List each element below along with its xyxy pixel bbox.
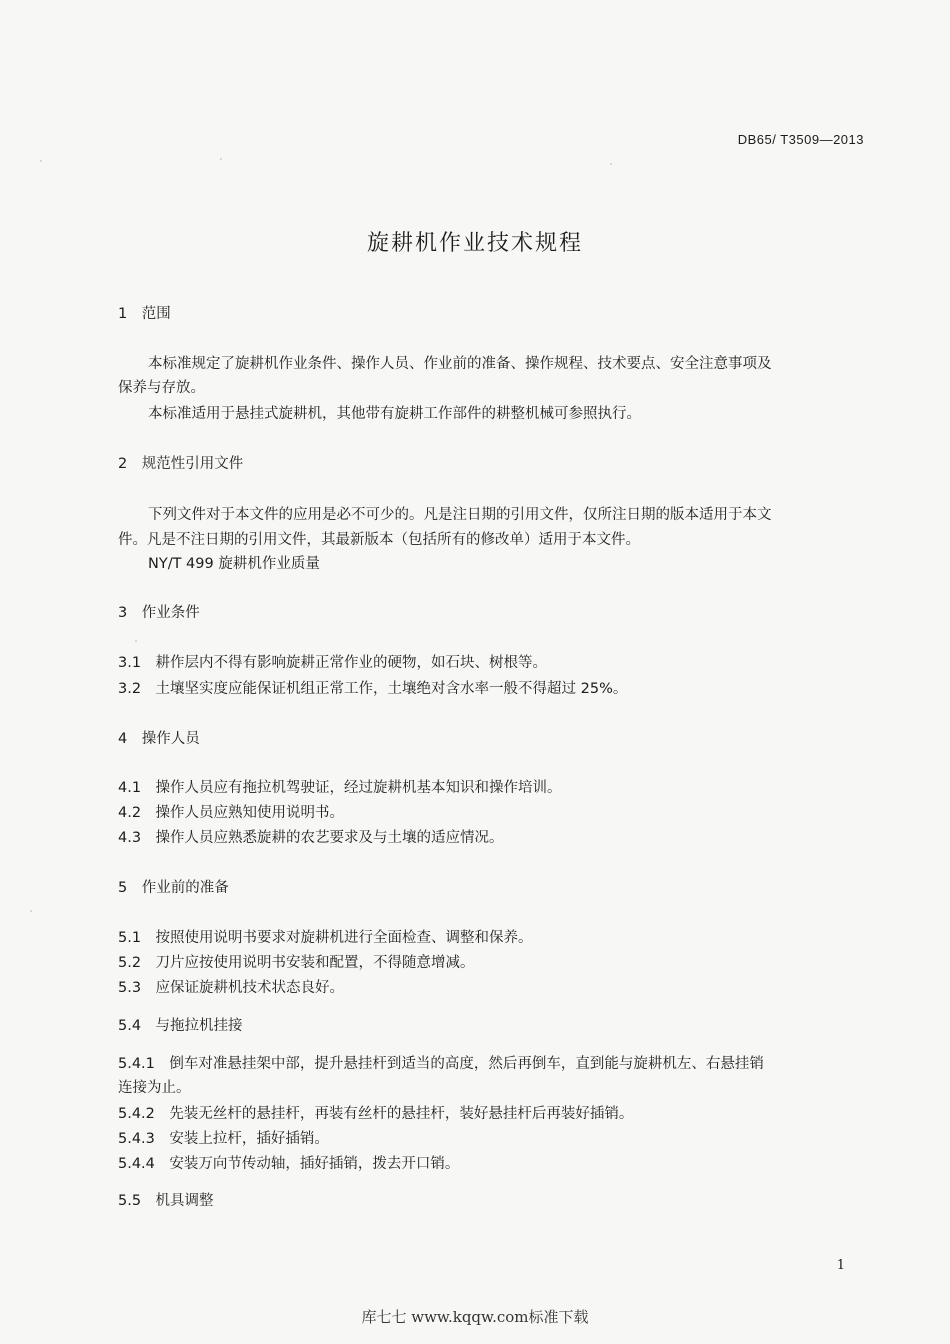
footer-watermark: 库七七 www.kqqw.com标准下载: [361, 1308, 589, 1326]
clause-line: 5.4.3 安装上拉杆，插好插销。: [118, 1131, 329, 1147]
scan-speck: [30, 910, 32, 912]
clause-line: 5.3 应保证旋耕机技术状态良好。: [118, 980, 345, 996]
clause-line: 4.3 操作人员应熟悉旋耕的农艺要求及与土壤的适应情况。: [118, 830, 504, 846]
section-5-heading: 5 作业前的准备: [118, 880, 229, 896]
clause-line: 5.4.4 安装万向节传动轴，插好插销，拨去开口销。: [118, 1156, 460, 1172]
paragraph-line: 下列文件对于本文件的应用是必不可少的。凡是注日期的引用文件，仅所注日期的版本适用于本文: [148, 507, 772, 523]
section-1-heading: 1 范围: [118, 306, 171, 322]
page-number: 1: [836, 1258, 845, 1273]
scan-speck: [220, 158, 222, 160]
subsection-5-4-heading: 5.4 与拖拉机挂接: [118, 1018, 243, 1034]
document-title: 旋耕机作业技术规程: [366, 231, 583, 256]
clause-line: 3.1 耕作层内不得有影响旋耕正常作业的硬物，如石块、树根等。: [118, 655, 548, 671]
scan-speck: [135, 640, 137, 642]
reference-line: NY/T 499 旋耕机作业质量: [148, 556, 320, 572]
paragraph-line: 件。凡是不注日期的引用文件，其最新版本（包括所有的修改单）适用于本文件。: [118, 532, 640, 548]
clause-line: 4.1 操作人员应有拖拉机驾驶证，经过旋耕机基本知识和操作培训。: [118, 780, 562, 796]
section-4-heading: 4 操作人员: [118, 731, 200, 747]
paragraph-line: 本标准适用于悬挂式旋耕机，其他带有旋耕工作部件的耕整机械可参照执行。: [148, 406, 641, 422]
clause-line: 连接为止。: [118, 1080, 191, 1096]
section-3-heading: 3 作业条件: [118, 605, 200, 621]
subsection-5-5-heading: 5.5 机具调整: [118, 1193, 214, 1209]
paragraph-line: 本标准规定了旋耕机作业条件、操作人员、作业前的准备、操作规程、技术要点、安全注意事项及: [148, 356, 772, 372]
section-2-heading: 2 规范性引用文件: [118, 456, 244, 472]
clause-line: 5.4.1 倒车对准悬挂架中部，提升悬挂杆到适当的高度，然后再倒车，直到能与旋耕机左、右悬挂销: [118, 1056, 764, 1072]
standard-code: DB65/ T3509—2013: [737, 132, 864, 147]
clause-line: 5.4.2 先装无丝杆的悬挂杆，再装有丝杆的悬挂杆，装好悬挂杆后再装好插销。: [118, 1106, 634, 1122]
scan-speck: [610, 163, 612, 165]
paragraph-line: 保养与存放。: [118, 380, 205, 396]
scan-speck: [40, 160, 42, 162]
clause-line: 5.2 刀片应按使用说明书安装和配置，不得随意增减。: [118, 955, 475, 971]
clause-line: 5.1 按照使用说明书要求对旋耕机进行全面检查、调整和保养。: [118, 930, 533, 946]
clause-line: 3.2 土壤坚实度应能保证机组正常工作，土壤绝对含水率一般不得超过 25%。: [118, 681, 628, 697]
clause-line: 4.2 操作人员应熟知使用说明书。: [118, 805, 345, 821]
